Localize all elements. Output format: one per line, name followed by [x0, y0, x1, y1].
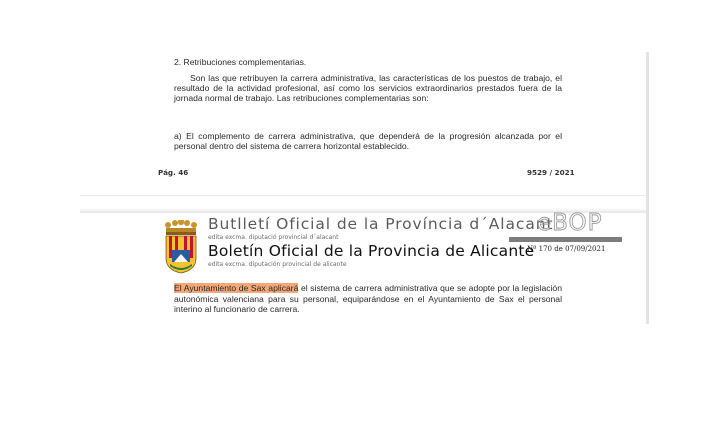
- header-rule: [509, 237, 622, 242]
- body-paragraph-rest: el sistema de carrera administrativa que se adopte por la legislación autonómica valenciana para su personal, equiparándose en el Ayuntamiento de Sax el personal interino al funcionario de carrera.: [174, 283, 562, 314]
- section-heading: 2. Retribuciones complementarias.: [174, 57, 307, 67]
- paragraph-complementary-pay: Son las que retribuyen la carrera administrativa, las características de los puestos de trabajo, el resultado de la actividad profesional, así como los servicios extraordinarios prestados fuera de la jornada normal de trabajo. Las retribuciones complementarias son:: [174, 73, 562, 103]
- bulletin-title-spanish: Boletín Oficial de la Provincia de Alicante: [208, 242, 535, 260]
- pdf-pages: [80, 52, 649, 324]
- page-number: Pág. 46: [158, 168, 189, 177]
- document-reference: 9529 / 2021: [527, 168, 575, 177]
- body-paragraph-sax: [174, 283, 562, 315]
- page-47-top: [80, 212, 646, 324]
- bulletin-number-date: Nº 170 de 07/09/2021: [527, 245, 606, 253]
- ebop-logo-text: eBOP: [537, 210, 603, 236]
- search-highlight[interactable]: El Ayuntamiento de Sax aplicará: [174, 283, 299, 293]
- page-46-bottom: [80, 52, 646, 195]
- bulletin-subtitle-valencian: edita excma. diputació provincial d´alacant: [208, 234, 339, 241]
- paragraph-career-supplement: a) El complemento de carrera administrativa, que dependerá de la progresión alcanzada por el personal dentro del sistema de carrera horizontal establecido.: [174, 131, 562, 151]
- bulletin-subtitle-spanish: edita excma. diputación provincial de alicante: [208, 261, 347, 268]
- ebop-logo: [535, 208, 617, 236]
- coat-of-arms-icon: [162, 220, 200, 274]
- bulletin-title-valencian: Butlletí Oficial de la Província d´Alacant: [208, 215, 554, 233]
